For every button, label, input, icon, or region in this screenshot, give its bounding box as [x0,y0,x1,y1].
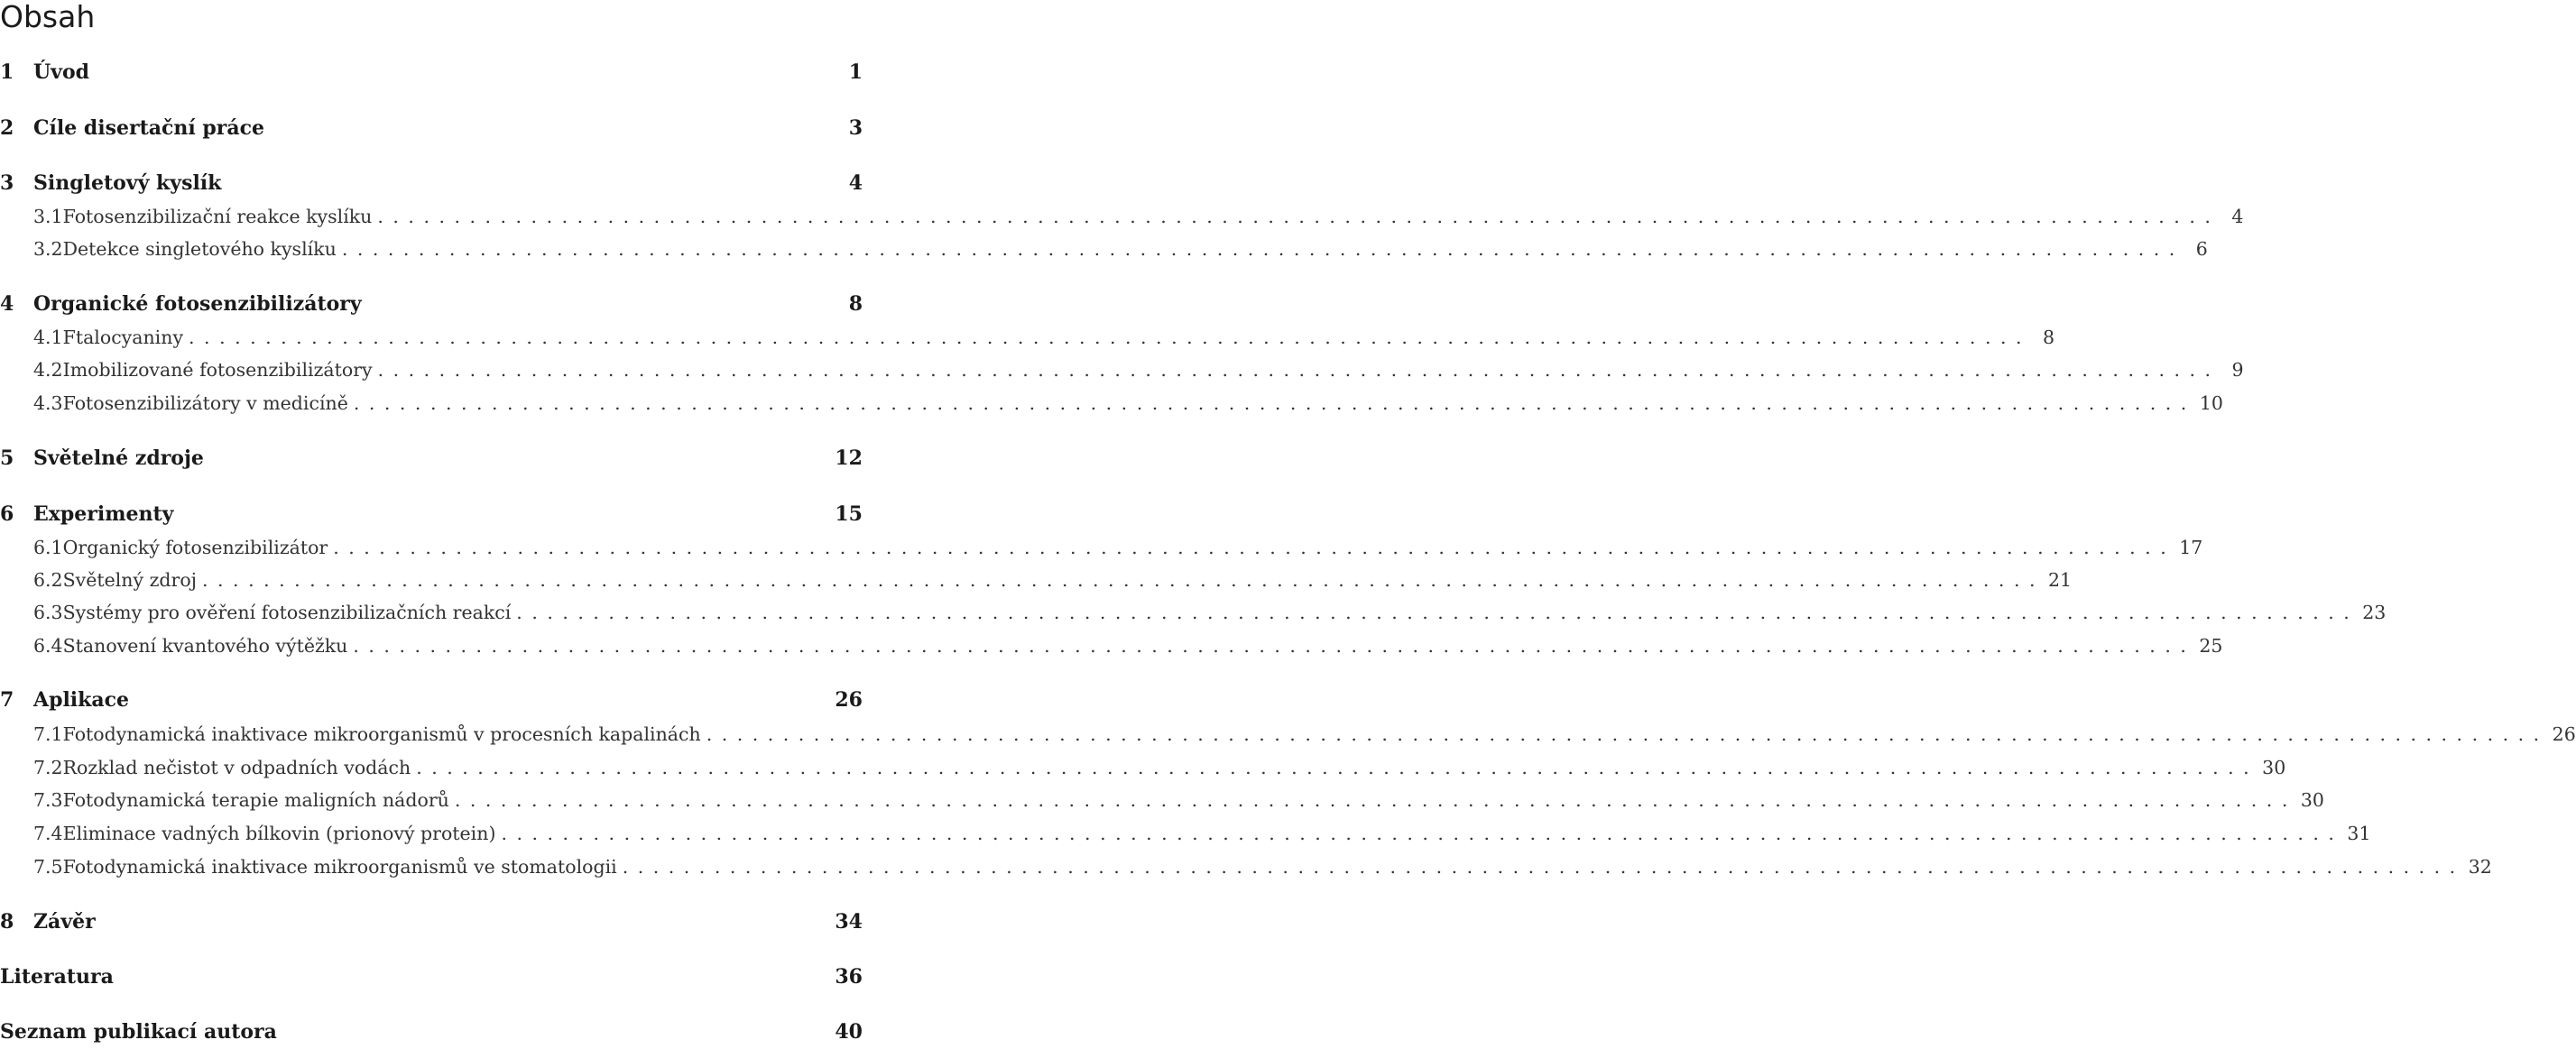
entry-number: 7.2 [33,757,63,778]
entry-number: 5 [0,446,14,470]
entry-page-number: 32 [2468,856,2492,878]
toc-section-entry[interactable] [0,634,2223,658]
entry-number: 7.1 [33,723,63,745]
toc-chapter-entry[interactable] [0,687,863,713]
entry-number: 7.3 [33,789,63,811]
toc-chapter-entry[interactable] [0,964,863,989]
toc-section-entry[interactable] [0,788,2324,812]
entry-page-number: 8 [2042,327,2054,348]
entry-number: 1 [0,60,14,84]
dot-leader: ........................................................................................................................ [377,206,2221,227]
toc-section-entry[interactable] [0,358,2244,382]
entry-number: 4.3 [33,392,63,414]
entry-page-number: 36 [835,965,863,989]
entry-number: 3.2 [33,238,63,260]
entry-number: 4.1 [33,327,63,348]
toc-section-entry[interactable] [0,601,2387,624]
entry-title: Fotosenzibilizátory v medicíně [62,392,348,414]
dot-leader: ........................................................................................................................ [706,723,2549,745]
entry-title: Experimenty [33,502,174,526]
entry-title: Cíle disertační práce [33,116,265,140]
entry-title: Fotodynamická inaktivace mikroorganismů ve stomatologii [62,856,617,878]
page-title: Obsah [0,0,96,34]
entry-page-number: 3 [848,116,863,140]
entry-title: Světelný zdroj [62,569,198,591]
entry-title: Systémy pro ověření fotosenzibilizačních reakcí [62,602,512,623]
entry-page-number: 6 [2195,238,2208,260]
entry-number: 8 [0,910,14,934]
dot-leader: ........................................................................................................................ [189,327,2031,348]
toc-section-entry[interactable] [0,756,2286,779]
dot-leader: ........................................................................................................................ [341,238,2184,260]
entry-number: 6.4 [33,635,63,657]
entry-number: 7.4 [33,823,63,844]
entry-page-number: 40 [835,1020,863,1044]
dot-leader: ........................................................................................................................ [333,537,2176,558]
entry-title: Rozklad nečistot v odpadních vodách [62,757,411,778]
entry-title: Fotosenzibilizační reakce kyslíku [62,206,373,227]
entry-page-number: 21 [2047,569,2073,591]
entry-number: 7.5 [33,856,63,878]
entry-title: Organický fotosenzibilizátor [62,537,328,558]
toc-chapter-entry[interactable] [0,1019,863,1044]
entry-page-number: 4 [2231,206,2244,227]
entry-page-number: 4 [848,171,863,195]
entry-page-number: 8 [848,292,863,316]
entry-title: Detekce singletového kyslíku [62,238,337,260]
entry-title: Organické fotosenzibilizátory [33,292,362,316]
toc-section-entry[interactable] [0,722,2576,746]
entry-page-number: 9 [2231,359,2244,381]
entry-page-number: 30 [2300,789,2324,811]
dot-leader: ........................................................................................................................ [353,392,2196,414]
toc-chapter-entry[interactable] [0,170,863,196]
dot-leader: ........................................................................................................................ [516,602,2359,623]
dot-leader: ........................................................................................................................ [454,789,2297,811]
dot-leader: ........................................................................................................................ [501,823,2344,844]
toc-section-entry[interactable] [0,391,2223,415]
toc-chapter-entry[interactable] [0,909,863,934]
entry-page-number: 26 [835,688,863,712]
dot-leader: ........................................................................................................................ [416,757,2259,778]
entry-page-number: 26 [2552,723,2576,745]
entry-title: Stanovení kvantového výtěžku [62,635,348,657]
entry-number: 6.3 [33,602,63,623]
entry-number: 3.1 [33,206,63,227]
toc-section-entry[interactable] [0,568,2073,592]
entry-title: Ftalocyaniny [62,327,184,348]
entry-page-number: 31 [2347,823,2371,844]
entry-number: 4.2 [33,359,63,381]
entry-number: 6.2 [33,569,63,591]
entry-page-number: 23 [2362,602,2387,623]
entry-number: 7 [0,688,14,712]
entry-page-number: 15 [835,502,863,526]
entry-title: Imobilizované fotosenzibilizátory [62,359,373,381]
entry-page-number: 10 [2199,392,2223,414]
toc-chapter-entry[interactable] [0,115,863,141]
entry-title: Úvod [33,60,90,84]
entry-page-number: 34 [835,910,863,934]
dot-leader: ........................................................................................................................ [377,359,2221,381]
entry-title: Světelné zdroje [33,446,204,470]
dot-leader: ........................................................................................................................ [353,635,2196,657]
toc-chapter-entry[interactable] [0,446,863,471]
entry-number: 2 [0,116,14,140]
toc-section-entry[interactable] [0,855,2492,879]
entry-page-number: 12 [835,446,863,470]
entry-title: Singletový kyslík [33,171,222,195]
toc-section-entry[interactable] [0,237,2208,261]
entry-page-number: 1 [848,60,863,84]
toc-chapter-entry[interactable] [0,501,863,527]
entry-number: 3 [0,171,14,195]
toc-section-entry[interactable] [0,822,2371,845]
dot-leader: ........................................................................................................................ [202,569,2045,591]
entry-title: Závěr [33,910,96,934]
dot-leader: ........................................................................................................................ [622,856,2465,878]
entry-title: Aplikace [33,688,130,712]
entry-number: 4 [0,292,14,316]
toc-section-entry[interactable] [0,536,2203,559]
entry-number: 6 [0,502,14,526]
toc-chapter-entry[interactable] [0,291,863,317]
entry-page-number: 25 [2199,635,2223,657]
entry-title: Fotodynamická inaktivace mikroorganismů v procesních kapalinách [62,723,701,745]
entry-title: Seznam publikací autora [0,1020,277,1044]
entry-number: 6.1 [33,537,63,558]
entry-title: Eliminace vadných bílkovin (prionový protein) [62,823,496,844]
toc-section-entry[interactable] [0,326,2054,349]
entry-title: Fotodynamická terapie maligních nádorů [62,789,449,811]
entry-page-number: 17 [2179,537,2203,558]
entry-title: Literatura [0,965,114,989]
toc-chapter-entry[interactable] [0,60,863,85]
entry-page-number: 30 [2262,757,2286,778]
toc-section-entry[interactable] [0,205,2244,228]
